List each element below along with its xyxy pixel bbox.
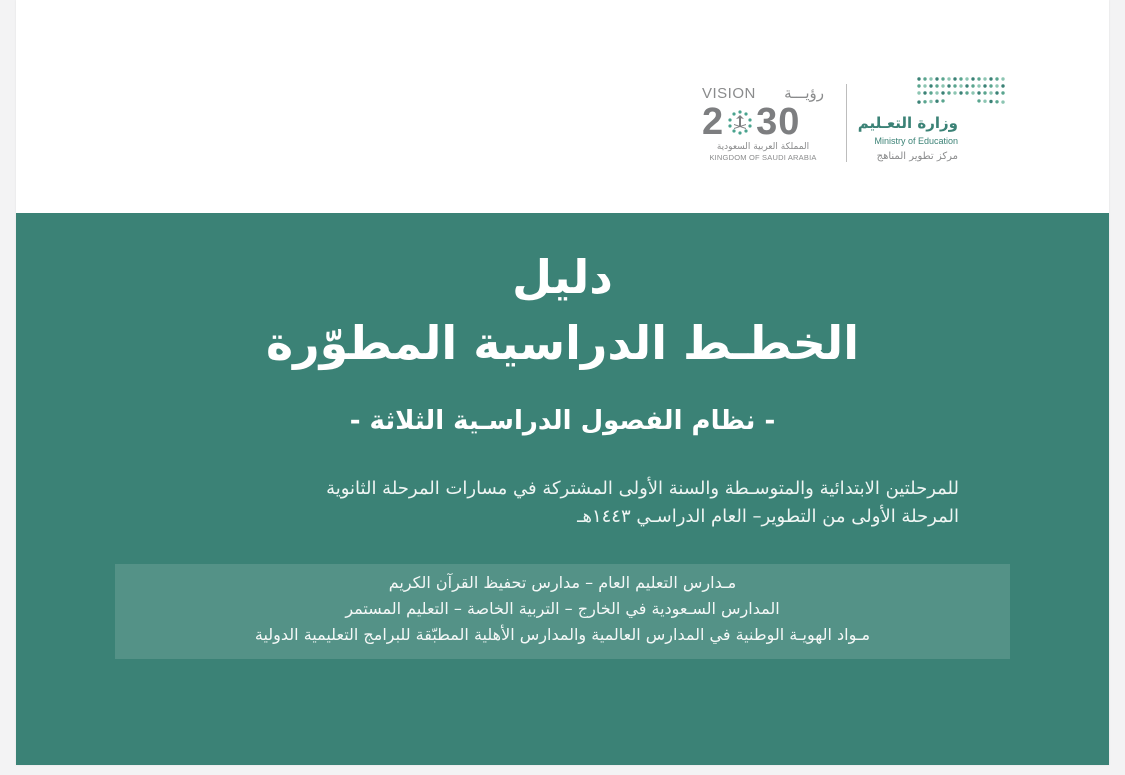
logo-dot (923, 91, 926, 94)
logo-dot (941, 91, 944, 94)
logo-dot (959, 91, 962, 94)
description-line: للمرحلتين الابتدائية والمتوسـطة والسنة الأولى المشتركة في مسارات المرحلة الثانوية (326, 478, 959, 499)
logo-dot (959, 84, 962, 87)
logo-dot (923, 77, 926, 80)
logo-dot (935, 91, 938, 94)
vision-digit-30: 30 (756, 101, 801, 143)
cover-band (16, 213, 1109, 765)
logo-dot (917, 100, 920, 103)
logo-dot (947, 84, 950, 87)
logo-dot (989, 100, 992, 103)
logo-dot (923, 100, 926, 103)
school-line: مـواد الهويـة الوطنية في المدارس العالمية والمدارس الأهلية المطبّقة للبرامج التعليمية الدولية (254, 625, 871, 644)
logo-dot (1001, 100, 1004, 103)
logo-dot (1001, 91, 1004, 94)
vision-year (702, 102, 824, 142)
logo-dot (977, 84, 980, 87)
logo-dot (935, 77, 938, 80)
ministry-name-ar: وزارة التعـليم (857, 114, 958, 132)
logo-dot (953, 91, 956, 94)
logo-dot (941, 77, 944, 80)
logo-dot (977, 91, 980, 94)
logo-dot (995, 84, 998, 87)
cover-subtitle: - نظام الفصول الدراسـية الثلاثة - (349, 406, 776, 436)
title-line-1: دليل (512, 250, 613, 304)
vision-kingdom-en: KINGDOM OF SAUDI ARABIA (709, 153, 817, 162)
logo-dot (965, 84, 968, 87)
logo-dot (971, 84, 974, 87)
logo-dot (917, 77, 920, 80)
cover-description (156, 475, 959, 531)
document-page (16, 0, 1109, 765)
logo-dot (989, 84, 992, 87)
logo-dot (977, 77, 980, 80)
logo-dot (983, 84, 986, 87)
logo-dot (917, 91, 920, 94)
logo-dot (935, 100, 938, 103)
logo-dot (965, 91, 968, 94)
logo-dot (983, 100, 986, 103)
logo-dot (941, 84, 944, 87)
logo-dot (917, 84, 920, 87)
logo-dot (983, 91, 986, 94)
logo-dot (977, 99, 980, 102)
logo-dot (989, 77, 992, 80)
school-types-box (115, 564, 1010, 659)
vision-2030-logo (702, 82, 824, 164)
logo-dot (929, 91, 932, 94)
logo-dot (935, 84, 938, 87)
logo-dot (947, 91, 950, 94)
title-line-2: الخطـط الدراسية المطوّرة (266, 316, 859, 370)
logo-dot (995, 91, 998, 94)
vision-word-en: VISION (702, 85, 756, 102)
logo-dot (959, 77, 962, 80)
logo-dot (929, 84, 932, 87)
logo-dot (983, 77, 986, 80)
logo-dot (953, 77, 956, 80)
logo-dot (971, 91, 974, 94)
vision-word-ar: رؤيـــة (784, 84, 824, 102)
school-line: المدارس السـعودية في الخارج – التربية الخاصة – التعليم المستمر (345, 599, 780, 618)
ministry-dots-icon (916, 76, 1008, 108)
vision-digit-2: 2 (702, 101, 725, 143)
curriculum-center-ar: مركز تطوير المناهج (876, 151, 958, 162)
logo-dot (923, 84, 926, 87)
ministry-name-en: Ministry of Education (874, 136, 958, 146)
description-line: المرحلة الأولى من التطوير– العام الدراسـي ١٤٤٣هـ (577, 506, 959, 527)
logo-dot (989, 91, 992, 94)
logo-divider (846, 84, 847, 162)
palm-swords-emblem-icon (726, 108, 754, 136)
cover-header (16, 0, 1109, 213)
logo-dot (953, 84, 956, 87)
logo-dot (929, 100, 932, 103)
logo-dot (965, 77, 968, 80)
logo-dot (1001, 77, 1004, 80)
ministry-of-education-logo (857, 76, 1008, 168)
logo-dot (1001, 84, 1004, 87)
logo-dot (929, 77, 932, 80)
logo-dot (995, 100, 998, 103)
logo-dot (941, 99, 944, 102)
school-line: مـدارس التعليم العام – مدارس تحفيظ القرآن الكريم (388, 573, 737, 592)
logo-dot (971, 77, 974, 80)
logo-dot (947, 77, 950, 80)
logo-dot (995, 77, 998, 80)
vision-kingdom-ar: المملكة العربية السعودية (716, 142, 810, 152)
